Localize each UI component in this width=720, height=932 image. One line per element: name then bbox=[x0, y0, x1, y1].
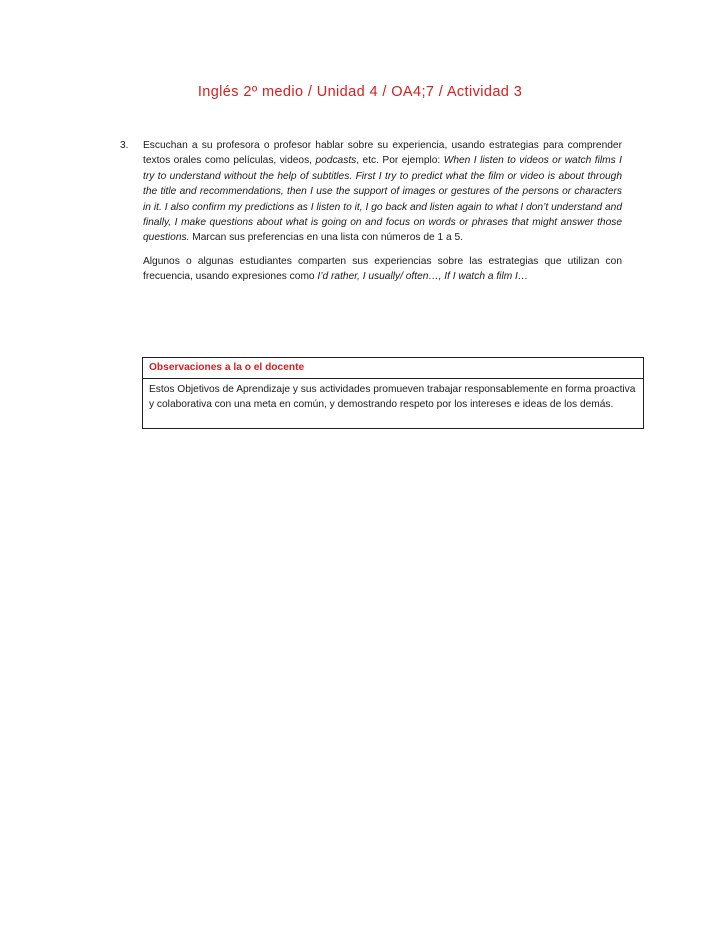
activity-paragraph-1 bbox=[143, 138, 622, 246]
p1-podcasts: podcasts bbox=[315, 155, 357, 167]
activity-body bbox=[143, 138, 622, 285]
p2-intro: Algunos o algunas estudiantes comparten sus experiencias sobre las estrategias que utilizan con frecuencia, usando expresiones como bbox=[143, 255, 622, 283]
activity-number: 3. bbox=[120, 140, 129, 151]
observaciones-box bbox=[142, 357, 644, 429]
observaciones-title: Observaciones a la o el docente bbox=[143, 358, 643, 379]
page-title: Inglés 2º medio / Unidad 4 / OA4;7 / Actividad 3 bbox=[197, 84, 523, 100]
p1-example: When I listen to videos or watch films I try to understand without the help of subtitles. First I try to predict what the film or video is about through the title and recommendations, then I use the support of images or gestures of the persons or characters in it. I also confirm my predictions as I listen to it, I go back and listen again to what I don’t understand and finally, I make questions about what is going on and focus on words or phrases that might answer those questions. bbox=[143, 155, 622, 244]
p2-expressions: I’d rather, I usually/ often…, If I watch a film I… bbox=[317, 271, 529, 283]
p1-mid: , etc. Por ejemplo: bbox=[356, 155, 444, 167]
p1-end: Marcan sus preferencias en una lista con números de 1 a 5. bbox=[189, 232, 463, 244]
observaciones-text: Estos Objetivos de Aprendizaje y sus actividades promueven trabajar responsablemente en forma proactiva y colaborativa con una meta en común, y demostrando respeto por los intereses e ideas de los demás. bbox=[149, 384, 636, 410]
activity-paragraph-2 bbox=[143, 254, 622, 285]
p1-intro: Escuchan a su profesora o profesor hablar sobre su experiencia, usando estrategias para comprender textos orales como películas, videos, bbox=[143, 140, 622, 167]
activity-item bbox=[120, 138, 622, 285]
